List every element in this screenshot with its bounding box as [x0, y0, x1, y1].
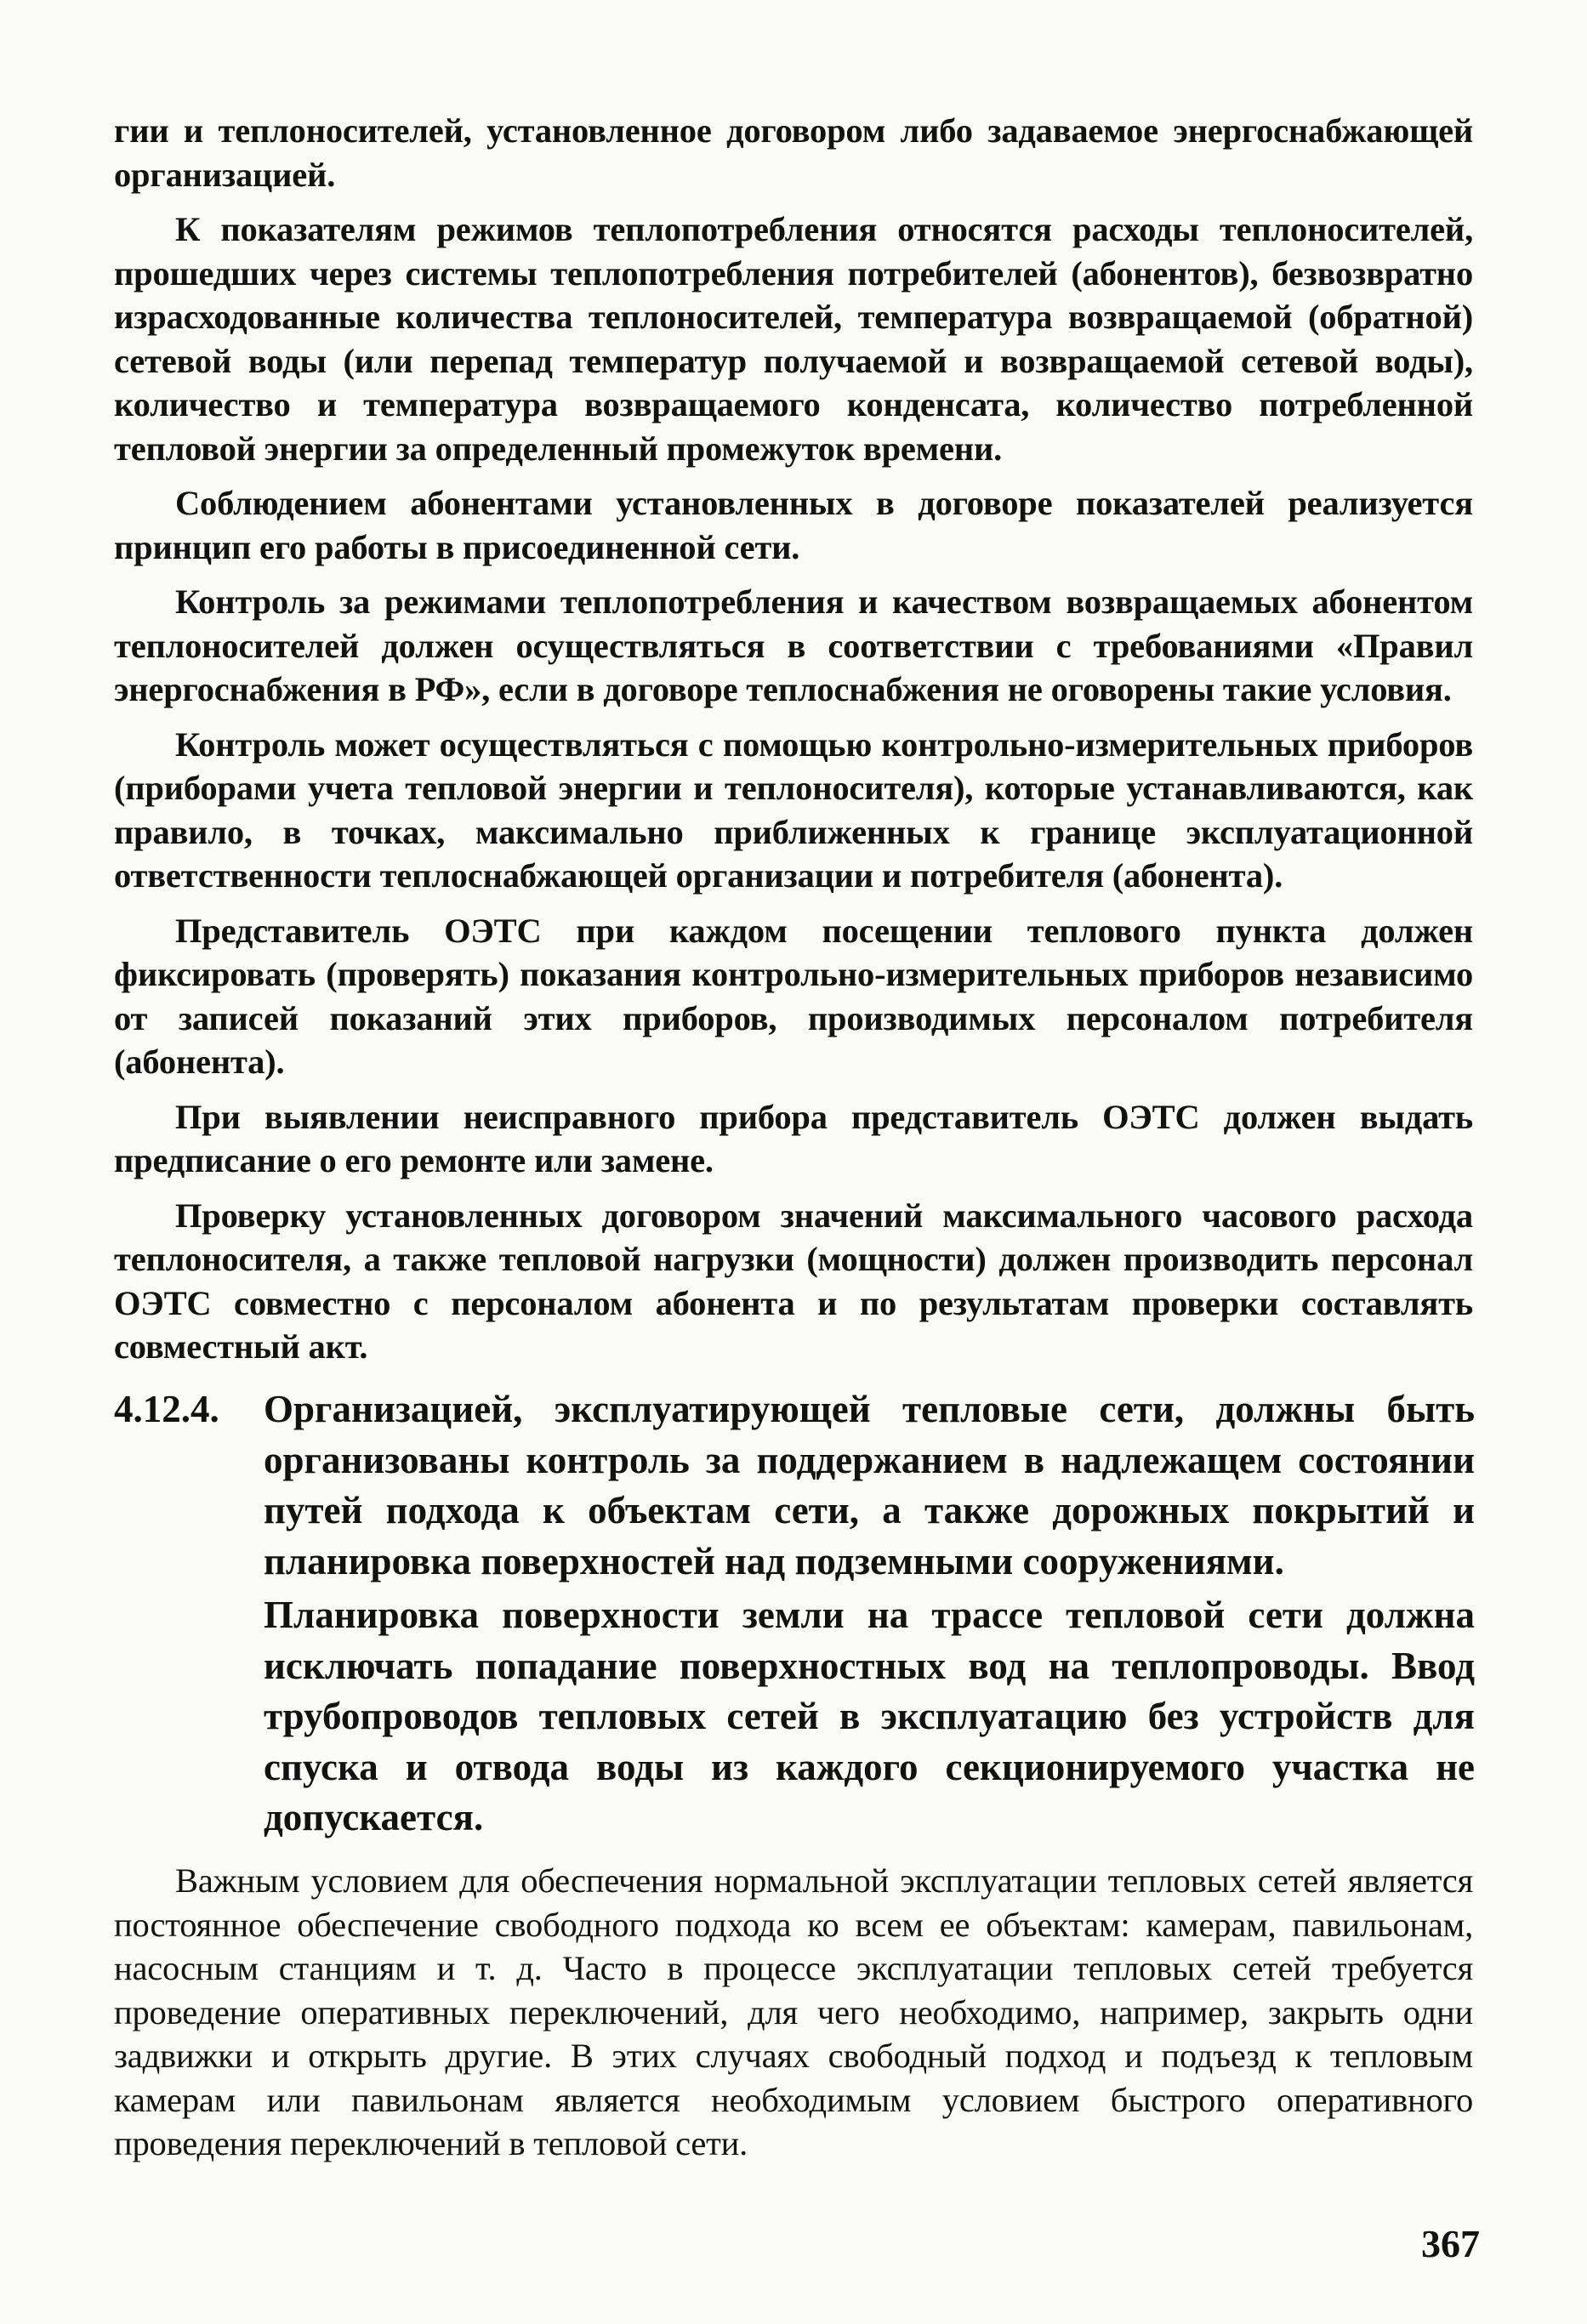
clause-paragraph: Планировка поверхности земли на трассе тепловой сети должна исключать попадание поверхностных вод на теплопроводы. Ввод трубопроводов тепловых сетей в эксплуатацию без устройств для спуска и отвода воды из каждого секционируемого участка не допускается.	[264, 1594, 1475, 1838]
paragraph-faulty-device: При выявлении неисправного прибора представитель ОЭТС должен выдать предписание о его ремонте или замене.	[114, 1097, 1473, 1179]
paragraph-representative: Представитель ОЭТС при каждом посещении теплового пункта должен фиксировать (проверять) показания контрольно-измерительных приборов независимо от записей показаний этих приборов, производимых персоналом потребителя (абонента).	[114, 911, 1473, 1081]
paragraph-control-instruments: Контроль может осуществляться с помощью контрольно-измерительных приборов (приборами учета тепловой энергии и теплоносителя), которые устанавливаются, как правило, в точках, максимально приближенных к границе эксплуатационной ответственности теплоснабжающей организации и потребителя (абонента).	[114, 724, 1473, 895]
page-number: 367	[1421, 2222, 1480, 2265]
top-section	[114, 109, 1473, 1380]
clause-paragraph: Организацией, эксплуатирующей тепловые сети, должны быть организованы контроль за поддержанием в надлежащем состоянии путей подхода к объектам сети, а также дорожных покрытий и планировка поверхностей над подземными сооружениями.	[264, 1388, 1475, 1582]
paragraph-continuation: гии и теплоносителей, установленное договором либо задаваемое энергоснабжающей организацией.	[114, 111, 1473, 194]
clause-4-12-4	[114, 1384, 1475, 1847]
clause-text	[264, 1384, 1475, 1844]
paragraph-indicators: К показателям режимов теплопотребления относятся расходы теплоносителей, прошедших через системы теплопотребления потребителей (абонентов), безвозвратно израсходованные количества теплоносителей, температура возвращаемой (обратной) сетевой воды (или перепад температур получаемой и возвращаемой сетевой воды), количество и температура возвращаемого конденсата, количество потребленной тепловой энергии за определенный промежуток времени.	[114, 210, 1473, 468]
paragraph-control-rules: Контроль за режимами теплопотребления и качеством возвращаемых абонентом теплоносителей должен осуществляться в соответствии с требованиями «Правил энергоснабжения в РФ», если в договоре теплоснабжения не оговорены такие условия.	[114, 582, 1473, 708]
commentary-section	[114, 1859, 1473, 2166]
paragraph-verification: Проверку установленных договором значений максимального часового расхода теплоносителя, а также тепловой нагрузки (мощности) должен производить персонал ОЭТС совместно с персоналом абонента и по результатам проверки составлять совместный акт.	[114, 1196, 1473, 1366]
commentary-paragraph: Важным условием для обеспечения нормальной эксплуатации тепловых сетей является постоянное обеспечение свободного подхода ко всем ее объектам: камерам, павильонам, насосным станциям и т. д. Часто в процессе эксплуатации тепловых сетей требуется проведение оперативных переключений, для чего необходимо, например, закрыть одни задвижки и открыть другие. В этих случаях свободный подход и подъезд к тепловым камерам или павильонам является необходимым условием быстрого оперативного проведения переключений в тепловой сети.	[114, 1861, 1473, 2162]
clause-number: 4.12.4.	[114, 1388, 219, 1430]
paragraph-compliance: Соблюдением абонентами установленных в договоре показателей реализуется принцип его работы в присоединенной сети.	[114, 484, 1473, 566]
